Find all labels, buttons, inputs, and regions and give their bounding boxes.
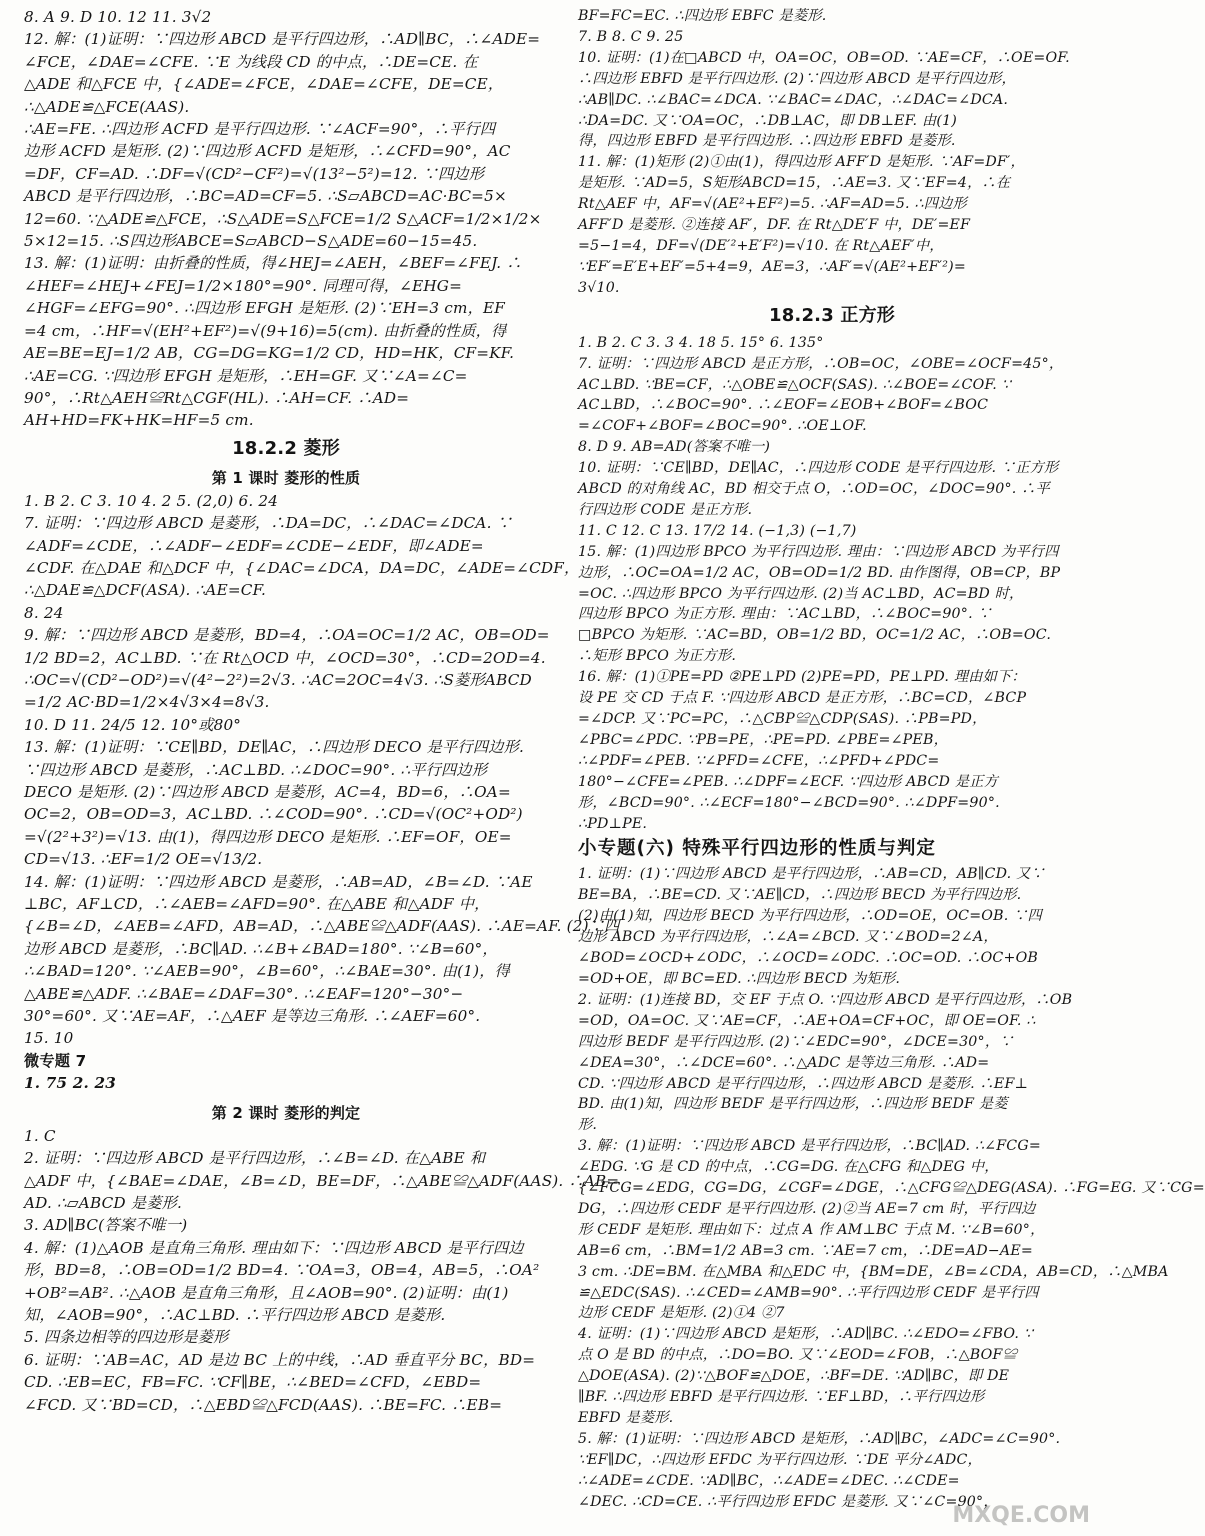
answer-line: 16. 解：(1)①PE=PD ②PE⊥PD (2)PE=PD，PE⊥PD. 理由如下：: [578, 669, 1026, 686]
answer-line: 11. C 12. C 13. 17/2 14. (−1,3) (−1,7): [578, 522, 857, 539]
answer-line: ∴∠PDF=∠PEB. ∵∠PFD=∠CFE，∴∠PFD+∠PDC=: [578, 752, 940, 769]
section-square-heading: 18.2.3 正方形: [768, 304, 896, 326]
lesson1-title: 第 1 课时 菱形的性质: [211, 468, 361, 487]
micro-topic-label: 微专题 7: [24, 1051, 87, 1070]
answer-line: 1. 证明：(1)∵四边形 ABCD 是平行四边形，∴AB=CD，AB∥CD. 又∵: [578, 866, 1045, 883]
answer-line: 四边形 BPCO 为正方形. 理由：∵AC⊥BD，∴∠BOC=90°. ∵: [578, 606, 992, 623]
answer-line: 4. 证明：(1)∵四边形 ABCD 是矩形，∴AD∥BC. ∴∠EDO=∠FBO. ∵: [578, 1326, 1034, 1343]
answer-line: 2. 证明：∵四边形 ABCD 是平行四边形，∴∠B=∠D. 在△ABE 和: [24, 1149, 486, 1168]
answer-line: EBFD 是菱形.: [578, 1410, 674, 1426]
answer-line: 1. B 2. C 3. 3 4. 18 5. 15° 6. 135°: [578, 334, 824, 351]
answer-line: DG，∴四边形 CEDF 是平行四边形. (2)②当 AE=7 cm 时，平行四边: [578, 1200, 1036, 1217]
answer-line: {∠FCG=∠EDG，CG=DG，∠CGF=∠DGE，∴△CFG≌△DEG(ASA). ∴FG=EG. 又∵CG=: [578, 1180, 1205, 1197]
answer-line: 12. 解：(1)证明：∵四边形 ABCD 是平行四边形，∴AD∥BC，∴∠ADE=: [24, 30, 541, 49]
answer-line: =√(2²+3²)=√13. 由(1)，得四边形 DECO 是矩形. ∴EF=OF，OE=: [24, 827, 512, 846]
answer-line: 1/2 BD=2，AC⊥BD. ∵在 Rt△OCD 中，∠OCD=30°，∴CD=2OD=4.: [24, 648, 546, 667]
answer-line: 边形 ABCD 是菱形，∴BC∥AD. ∴∠B+∠BAD=180°. ∵∠B=60°，: [24, 939, 498, 958]
answer-line: 得，四边形 EBFD 是平行四边形. ∴四边形 EBFD 是菱形.: [578, 133, 956, 150]
answer-line: ∴矩形 BPCO 为正方形.: [578, 648, 737, 665]
answer-line: △ADE 和△FCE 中，{∠ADE=∠FCE，∠DAE=∠CFE，DE=CE，: [24, 75, 504, 94]
answer-line: =1/2 AC·BD=1/2×4√3×4=8√3.: [24, 693, 270, 712]
answer-line: 8. A 9. D 10. 12 11. 3√2: [24, 8, 212, 26]
answer-line: 10. D 11. 24/5 12. 10°或80°: [24, 715, 242, 734]
answer-line: =5−1=4，DF=√(DE′²+E′F²)=√10. 在 Rt△AEF′中，: [578, 237, 944, 254]
answer-line: △ADF 中，{∠BAE=∠DAE，∠B=∠D，BE=DF，∴△ABE≌△ADF(AAS). ∴AB=: [24, 1171, 620, 1190]
answer-line: 边形，∴OC=OA=1/2 AC，OB=OD=1/2 BD. 由作图得，OB=CP，BP: [578, 564, 1061, 581]
answer-line: 8. D 9. AB=AD(答案不唯一): [578, 439, 771, 456]
answer-line: ∠HEF=∠HEJ+∠FEJ=1/2×180°=90°. 同理可得，∠EHG=: [24, 276, 463, 295]
answer-line: ∥BF. ∴四边形 EBFD 是平行四边形. ∵EF⊥BD，∴平行四边形: [578, 1389, 985, 1406]
answer-line: 3. AD∥BC(答案不唯一): [24, 1216, 188, 1235]
answer-line: 8. 24: [24, 603, 64, 622]
answer-line: 11. 解：(1)矩形 (2)①由(1)，得四边形 AFF′D 是矩形. ∵AF=DF′，: [578, 154, 1025, 171]
answer-line: =4 cm，∴HF=√(EH²+EF²)=√(9+16)=5(cm). 由折叠的性质，得: [24, 321, 507, 340]
answer-line: 1. C: [24, 1126, 56, 1145]
answer-line: (2)由(1)知，四边形 BECD 为平行四边形，∴OD=OE，OC=OB. ∵四: [578, 908, 1042, 925]
answer-line: 15. 解：(1)四边形 BPCO 为平行四边形. 理由：∵四边形 ABCD 为平行四: [578, 543, 1059, 560]
answer-line: =OC. ∴四边形 BPCO 为平行四边形. (2)当 AC⊥BD，AC=BD 时，: [578, 585, 1024, 602]
answer-line: ∠DEC. ∴CD=CE. ∴平行四边形 EFDC 是菱形. 又∵∠C=90°，: [578, 1493, 998, 1510]
answer-line: ∴DA=DC. 又∵OA=OC，∴DB⊥AC，即 DB⊥EF. 由(1): [578, 112, 958, 129]
answer-line: ∠BOD=∠OCD+∠ODC，∴∠OCD=∠ODC. ∴OC=OD. ∴OC+OB: [578, 950, 1039, 967]
answer-line: 6. 证明：∵AB=AC，AD 是边 BC 上的中线，∴AD 垂直平分 BC，BD=: [24, 1350, 536, 1369]
answer-line: AC⊥BD. ∵BE=CF，∴△OBE≌△OCF(SAS). ∴∠BOE=∠COF. ∵: [578, 376, 1011, 393]
answer-line: ∠HGF=∠EFG=90°. ∴四边形 EFGH 是矩形. (2)∵EH=3 cm，EF: [24, 299, 506, 318]
answer-line: BD. 由(1)知，四边形 BEDF 是平行四边形，∴四边形 BEDF 是菱: [578, 1096, 1008, 1113]
answer-line: CD=√13. ∴EF=1/2 OE=√13/2.: [24, 850, 263, 869]
answer-line: 12=60. ∵△ADE≌△FCE，∴S△ADE=S△FCE=1/2 S△ACF=1/2×1/2×: [24, 209, 542, 228]
answer-line: ∴AE=FE. ∴四边形 ACFD 是平行四边形. ∵∠ACF=90°，∴平行四: [24, 120, 496, 139]
answer-line: AC⊥BD，∴∠BOC=90°. ∴∠EOF=∠EOB+∠BOF=∠BOC: [578, 397, 989, 414]
answer-line: AFF′D 是菱形. ②连接 AF′，DF. 在 Rt△DE′F 中，DE′=EF: [578, 217, 971, 234]
micro-topic-answers: 1. 75 2. 23: [24, 1074, 117, 1093]
answer-line: ∵四边形 ABCD 是菱形，∴AC⊥BD. ∴∠DOC=90°. ∴平行四边形: [24, 760, 488, 779]
answer-line: BF=FC=EC. ∴四边形 EBFC 是菱形.: [578, 8, 827, 24]
answer-line: DECO 是矩形. (2)∵四边形 ABCD 是菱形，AC=4，BD=6，∴OA=: [24, 783, 511, 801]
answer-line: ∴四边形 EBFD 是平行四边形. (2)∵四边形 ABCD 是平行四边形，: [578, 70, 1016, 87]
answer-line: 10. 证明：∵CE∥BD，DE∥AC，∴四边形 CODE 是平行四边形. ∵正方形: [578, 460, 1059, 477]
answer-line: ABCD 是平行四边形，∴BC=AD=CF=5. ∴S▱ABCD=AC·BC=5×: [24, 187, 507, 206]
answer-line: ∴∠ADE=∠CDE. ∵AD∥BC，∴∠ADE=∠DEC. ∴∠CDE=: [578, 1472, 960, 1489]
answer-line: 3 cm. ∴DE=BM. 在△MBA 和△EDC 中，{BM=DE，∠B=∠CDA，AB=CD，∴△MBA: [578, 1263, 1169, 1280]
answer-line: 10. 证明：(1)在□ABCD 中，OA=OC，OB=OD. ∵AE=CF，∴OE=OF.: [578, 49, 1070, 66]
answer-line: Rt△AEF 中，AF=√(AE²+EF²)=5. ∴AF=AD=5. ∴四边形: [578, 196, 967, 213]
answer-line: 30°=60°. 又∵AE=AF，∴△AEF 是等边三角形. ∴∠AEF=60°.: [24, 1007, 481, 1026]
answer-line: 7. 证明：∵四边形 ABCD 是正方形，∴OB=OC，∠OBE=∠OCF=45°，: [578, 355, 1064, 372]
answer-line: ∠CDF. 在△DAE 和△DCF 中，{∠DAC=∠DCA，DA=DC，∠ADE=∠CDF，: [24, 558, 580, 577]
answer-line: 点 O 是 BD 的中点，∴DO=BO. 又∵∠EOD=∠FOB，∴△BOF≌: [578, 1347, 1017, 1364]
answer-line: =∠COF+∠BOF=∠BOC=90°. ∴OE⊥OF.: [578, 418, 867, 435]
answer-line: 15. 10: [24, 1029, 74, 1048]
answer-line: CD. ∴EB=EC，FB=FC. ∵CF∥BE，∴∠BED=∠CFD，∠EBD=: [24, 1373, 482, 1392]
answer-line: 3√10.: [578, 279, 620, 296]
answer-line: CD. ∵四边形 ABCD 是平行四边形，∴四边形 ABCD 是菱形. ∴EF⊥: [578, 1075, 1029, 1092]
answer-line: △DOE(ASA). (2)∵△BOF≌△DOE，∴BF=DE. ∵AD∥BC，即 DE: [578, 1368, 1010, 1385]
answer-line: ∴AE=CG. ∵四边形 EFGH 是矩形，∴EH=GF. 又∵∠A=∠C=: [24, 366, 468, 385]
answer-line: ∴PD⊥PE.: [578, 815, 648, 832]
answer-line: ≌△EDC(SAS). ∴∠CED=∠AMB=90°. ∴平行四边形 CEDF 是平行四: [578, 1284, 1039, 1301]
special-topic-answers: [578, 864, 1205, 1512]
watermark-logo: MXQE.COM: [952, 1503, 1090, 1528]
answer-line: 是矩形. ∵AD=5，S矩形ABCD=15，∴AE=3. 又∵EF=4，∴在: [578, 175, 1011, 192]
answer-line: 180°−∠CFE=∠PEB. ∴∠DPF=∠ECF. ∵四边形 ABCD 是正方: [578, 773, 998, 790]
answer-line: 形 CEDF 是矩形. 理由如下：过点 A 作 AM⊥BC 于点 M. ∵∠B=60°，: [578, 1221, 1045, 1238]
answer-line: ∠DEA=30°，∴∠DCE=60°. ∴△ADC 是等边三角形. ∴AD=: [578, 1054, 990, 1071]
answer-line: ∴∠BAD=120°. ∵∠AEB=90°，∠B=60°，∴∠BAE=30°. 由(1)，得: [24, 962, 510, 981]
answer-line: □BPCO 为矩形. ∵AC=BD，OB=1/2 BD，OC=1/2 AC，∴OB=OC.: [578, 627, 1052, 644]
answer-line: 1. B 2. C 3. 10 4. 2 5. (2,0) 6. 24: [24, 491, 279, 510]
answer-line: ∠FCD. 又∵BD=CD，∴△EBD≌△FCD(AAS). ∴BE=FC. ∴EB=: [24, 1395, 503, 1414]
special-topic-heading: 小专题(六) 特殊平行四边形的性质与判定: [578, 838, 936, 860]
answer-line: 7. B 8. C 9. 25: [578, 28, 684, 45]
answer-line: ∠ADF=∠CDE，∴∠ADF−∠EDF=∠CDE−∠EDF，即∠ADE=: [24, 536, 484, 555]
answer-line: ∴△DAE≌△DCF(ASA). ∴AE=CF.: [24, 581, 267, 600]
answer-line: 3. 解：(1)证明：∵四边形 ABCD 是平行四边形，∴BC∥AD. ∴∠FCG=: [578, 1138, 1041, 1155]
answer-line: 2. 证明：(1)连接 BD，交 EF 于点 O. ∵四边形 ABCD 是平行四边形，∴OB: [578, 991, 1073, 1008]
lesson2-answers: [24, 1125, 620, 1416]
answer-line: =DF，CF=AD. ∴DF=√(CD²−CF²)=√(13²−5²)=12. ∵四边形: [24, 164, 485, 183]
right-top-answers: [578, 6, 1086, 299]
answer-line: 14. 解：(1)证明：∵四边形 ABCD 是菱形，∴AB=AD，∠B=∠D. ∵AE: [24, 872, 533, 891]
answer-line: AD. ∴▱ABCD 是菱形.: [24, 1193, 183, 1212]
answer-line: BE=BA，∴BE=CD. 又∵AE∥CD，∴四边形 BECD 为平行四边形.: [578, 887, 1022, 904]
answer-line: 5. 四条边相等的四边形是菱形: [24, 1328, 229, 1347]
answer-line: 边形 ACFD 是矩形. (2)∵四边形 ACFD 是矩形，∴∠CFD=90°，AC: [24, 142, 511, 161]
answer-line: 90°，∴Rt△AEH≌Rt△CGF(HL). ∴AH=CF. ∴AD=: [24, 388, 410, 407]
answer-line: 5. 解：(1)证明：∵四边形 ABCD 是矩形，∴AD∥BC，∠ADC=∠C=90°.: [578, 1430, 1061, 1447]
answer-line: =OD+OE，即 BC=ED. ∴四边形 BECD 为矩形.: [578, 970, 901, 987]
answer-line: AH+HD=FK+HK=HF=5 cm.: [24, 411, 254, 430]
answer-line: AE=BE=EJ=1/2 AB，CG=DG=KG=1/2 CD，HD=HK，CF=KF.: [24, 344, 515, 363]
answer-line: ∴△ADE≌△FCE(AAS).: [24, 97, 190, 116]
square-answers: [578, 333, 1086, 835]
answer-line: ∴AB∥DC. ∴∠BAC=∠DCA. ∵∠BAC=∠DAC，∴∠DAC=∠DCA.: [578, 91, 1009, 108]
answer-line: ∴OC=√(CD²−OD²)=√(4²−2²)=2√3. ∴AC=2OC=4√3. ∴S菱形ABCD: [24, 670, 532, 689]
answer-line: ∠EDG. ∵G 是 CD 的中点，∴CG=DG. 在△CFG 和△DEG 中，: [578, 1159, 999, 1176]
answer-line: 9. 解：∵四边形 ABCD 是菱形，BD=4，∴OA=OC=1/2 AC，OB=OD=: [24, 626, 550, 645]
section-rhombus-heading: 18.2.2 菱形: [232, 437, 340, 459]
answer-line: 边形 ABCD 为平行四边形，∴∠A=∠BCD. 又∵∠BOD=2∠A，: [578, 929, 998, 946]
answer-line: 知，∠AOB=90°，∴AC⊥BD. ∴平行四边形 ABCD 是菱形.: [24, 1305, 446, 1324]
answer-line: 13. 解：(1)证明：由折叠的性质，得∠HEJ=∠AEH，∠BEF=∠FEJ. ∴: [24, 254, 522, 273]
answer-line: 4. 解：(1)△AOB 是直角三角形. 理由如下：∵四边形 ABCD 是平行四边: [24, 1238, 524, 1257]
answer-line: ABCD 的对角线 AC，BD 相交于点 O，∴OD=OC，∠DOC=90°. ∴平: [578, 481, 1050, 498]
answer-line: =OD，OA=OC. 又∵AE=CF，∴AE+OA=CF+OC，即 OE=OF. ∴: [578, 1012, 1036, 1029]
left-top-answers: [24, 6, 548, 432]
answer-line: 边形 CEDF 是矩形. (2)①4 ②7: [578, 1305, 785, 1322]
answer-line: 5×12=15. ∴S四边形ABCE=S▱ABCD−S△ADE=60−15=45.: [24, 232, 478, 251]
answer-line: 7. 证明：∵四边形 ABCD 是菱形，∴DA=DC，∴∠DAC=∠DCA. ∵: [24, 514, 513, 533]
answer-line: =∠DCP. 又∵PC=PC，∴△CBP≌△CDP(SAS). ∴PB=PD，: [578, 711, 987, 727]
answer-line: AB=6 cm，∴BM=1/2 AB=3 cm. ∵AE=7 cm，∴DE=AD−AE=: [578, 1242, 1033, 1259]
answer-line: ∵EF′=E′E+EF′=5+4=9，AE=3，∴AF′=√(AE²+EF′²)=: [578, 258, 966, 275]
answer-line: 形，∠BCD=90°. ∴∠ECF=180°−∠BCD=90°. ∴∠DPF=90°.: [578, 794, 1000, 811]
right-column: [578, 6, 1205, 1513]
answer-line: ∠PBC=∠PDC. ∵PB=PE，∴PE=PD. ∠PBE=∠PEB，: [578, 731, 948, 748]
answer-line: +OB²=AB². ∴△AOB 是直角三角形，且∠AOB=90°. (2)证明：由(1): [24, 1283, 509, 1302]
answer-line: 形.: [578, 1117, 598, 1134]
answer-line: 形，BD=8，∴OB=OD=1/2 BD=4. ∵OA=3，OB=4，AB=5，∴OA²: [24, 1261, 540, 1280]
answer-line: {∠B=∠D，∠AEB=∠AFD，AB=AD，∴△ABE≌△ADF(AAS). ∴AE=AF. (2)∵四: [24, 917, 620, 936]
answer-line: 设 PE 交 CD 于点 F. ∵四边形 ABCD 是正方形，∴BC=CD，∠BCP: [578, 690, 1027, 707]
answer-line: OC=2，OB=OD=3，AC⊥BD. ∴∠COD=90°. ∴CD=√(OC²+OD²): [24, 805, 523, 824]
answer-line: ⊥BC，AF⊥CD，∴∠AEB=∠AFD=90°. 在△ABE 和△ADF 中，: [24, 895, 490, 914]
answer-line: 行四边形 CODE 是正方形.: [578, 501, 753, 518]
lesson2-title: 第 2 课时 菱形的判定: [211, 1103, 361, 1122]
answer-line: 13. 解：(1)证明：∵CE∥BD，DE∥AC，∴四边形 DECO 是平行四边形.: [24, 738, 525, 757]
answer-line: ∵EF∥DC，∴四边形 EFDC 为平行四边形. ∵DE 平分∠ADC，: [578, 1451, 982, 1468]
answer-line: ∠FCE，∠DAE=∠CFE. ∵E 为线段 CD 的中点，∴DE=CE. 在: [24, 52, 478, 71]
answer-line: △ABE≌△ADF. ∴∠BAE=∠DAF=30°. ∴∠EAF=120°−30°−: [24, 984, 464, 1003]
answer-line: 四边形 BEDF 是平行四边形. (2)∵∠EDC=90°，∠DCE=30°，∵: [578, 1033, 1014, 1050]
